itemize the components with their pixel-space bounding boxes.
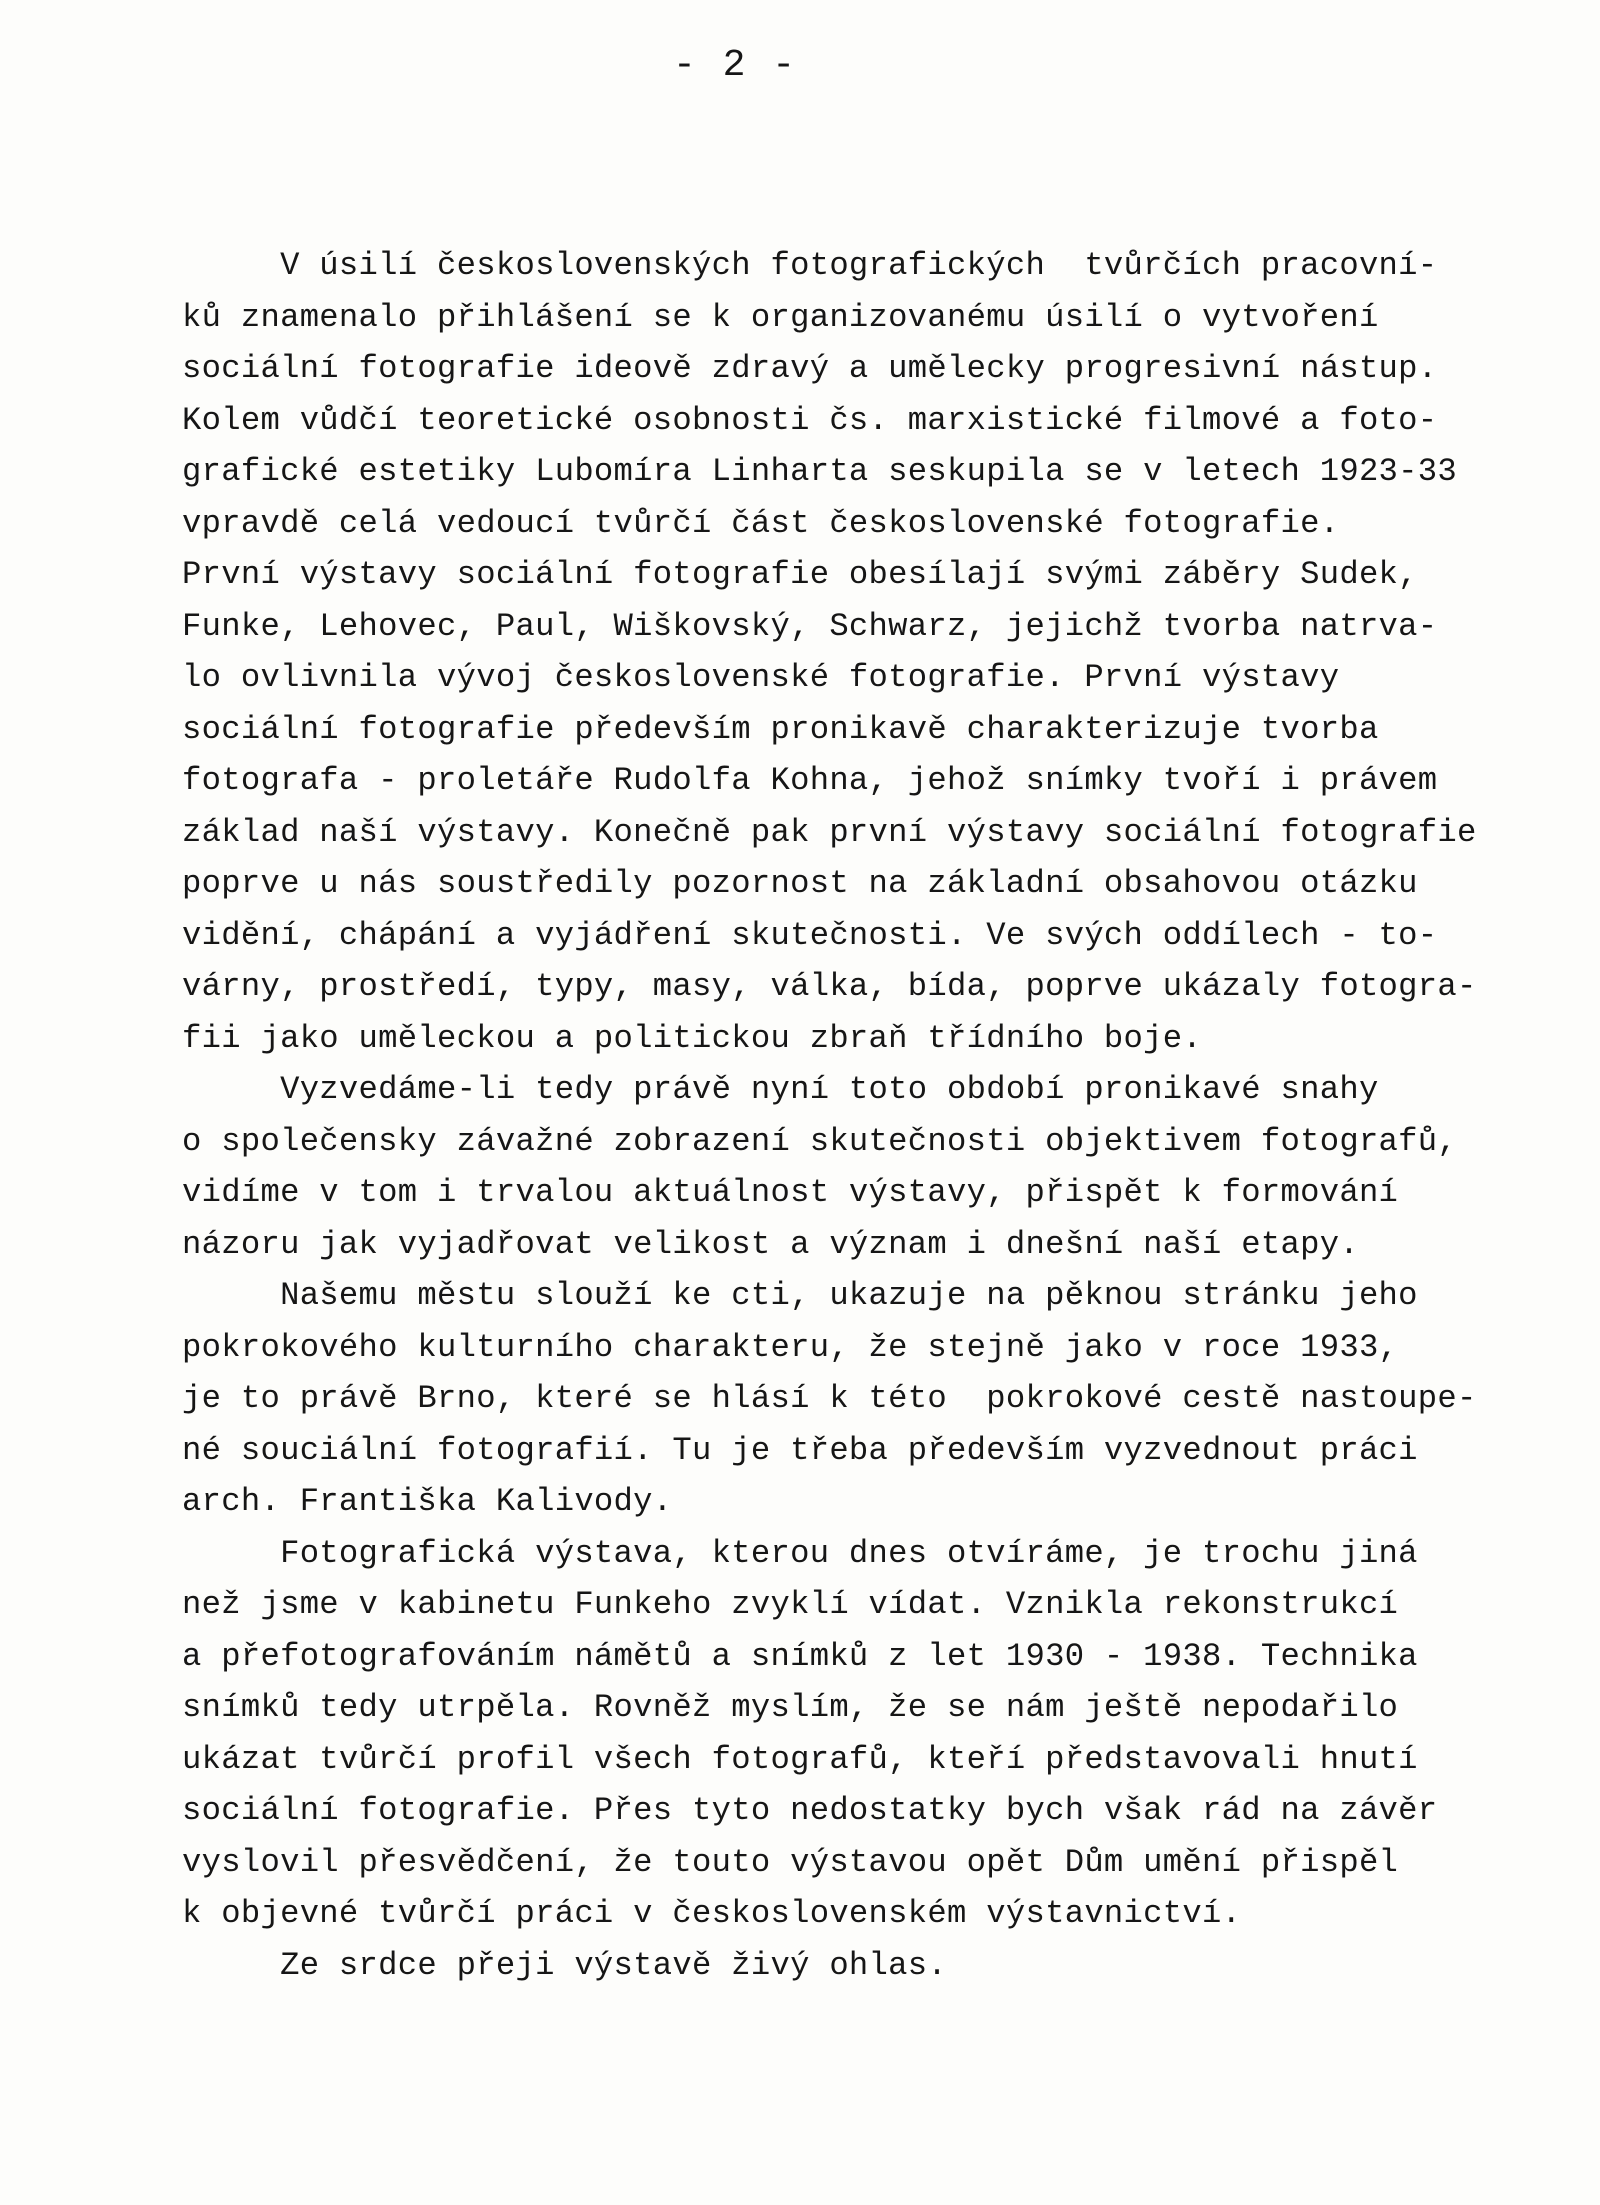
text-line: sociální fotografie. Přes tyto nedostatky bych však rád na závěr <box>182 1792 1438 1829</box>
text-line: názoru jak vyjadřovat velikost a význam i dnešní naší etapy. <box>182 1225 1359 1263</box>
text-line: ků znamenalo přihlášení se k organizovanému úsilí o vytvoření <box>182 298 1379 336</box>
text-line: né souciální fotografií. Tu je třeba především vyzvednout práci <box>182 1431 1418 1469</box>
text-line: pokrokového kulturního charakteru, že stejně jako v roce 1933, <box>182 1328 1399 1366</box>
text-line: Vyzvedáme-li tedy právě nyní toto období pronikavé snahy <box>182 1071 1379 1108</box>
text-line: ukázat tvůrčí profil všech fotografů, kteří představovali hnutí <box>182 1740 1418 1778</box>
text-line: V úsilí československých fotografických tvůrčích pracovní- <box>182 247 1438 284</box>
text-line: než jsme v kabinetu Funkeho zvyklí vídat. Vznikla rekonstrukcí <box>182 1586 1399 1623</box>
text-line: arch. Františka Kalivody. <box>182 1483 673 1520</box>
text-line: fotografa - proletáře Rudolfa Kohna, jehož snímky tvoří i právem <box>182 762 1438 799</box>
text-line: k objevné tvůrčí práci v československém výstavnictví. <box>182 1895 1242 1932</box>
text-line: základ naší výstavy. Konečně pak první výstavy sociální fotografie <box>182 813 1477 851</box>
text-line: vidíme v tom i trvalou aktuálnost výstavy, přispět k formování <box>182 1174 1399 1211</box>
text-line: fii jako uměleckou a politickou zbraň třídního boje. <box>182 1019 1203 1057</box>
text-line: a přefotografováním námětů a snímků z let 1930 - 1938. Technika <box>182 1637 1418 1675</box>
text-line: První výstavy sociální fotografie obesílají svými záběry Sudek, <box>182 556 1418 593</box>
text-line: Ze srdce přeji výstavě živý ohlas. <box>182 1946 948 1984</box>
text-line: Funke, Lehovec, Paul, Wiškovský, Schwarz, jejichž tvorba natrva- <box>182 607 1438 645</box>
text-line: vidění, chápání a vyjádření skutečnosti. Ve svých oddílech - to- <box>182 916 1438 954</box>
text-line: vyslovil přesvědčení, že touto výstavou opět Dům umění přispěl <box>182 1843 1399 1881</box>
text-line: o společensky závažné zobrazení skutečnosti objektivem fotografů, <box>182 1122 1458 1160</box>
text-line: je to právě Brno, které se hlásí k této pokrokové cestě nastoupe- <box>182 1380 1477 1417</box>
text-line: poprve u nás soustředily pozornost na základní obsahovou otázku <box>182 865 1418 902</box>
body-text <box>182 240 1542 1991</box>
text-line: vpravdě celá vedoucí tvůrčí část československé fotografie. <box>182 504 1340 542</box>
text-line: grafické estetiky Lubomíra Linharta seskupila se v letech 1923-33 <box>182 453 1458 490</box>
text-line: Kolem vůdčí teoretické osobnosti čs. marxistické filmové a foto- <box>182 401 1438 439</box>
text-line: sociální fotografie především pronikavě charakterizuje tvorba <box>182 710 1379 748</box>
text-line: sociální fotografie ideově zdravý a umělecky progresivní nástup. <box>182 350 1438 387</box>
text-line: várny, prostředí, typy, masy, válka, bída, poprve ukázaly fotogra- <box>182 968 1477 1005</box>
text-line: snímků tedy utrpěla. Rovněž myslím, že se nám ještě nepodařilo <box>182 1689 1399 1726</box>
text-line: Fotografická výstava, kterou dnes otvíráme, je trochu jiná <box>182 1534 1418 1572</box>
page-number: - 2 - <box>672 44 798 87</box>
text-line: Našemu městu slouží ke cti, ukazuje na pěknou stránku jeho <box>182 1277 1418 1314</box>
text-line: lo ovlivnila vývoj československé fotografie. První výstavy <box>182 659 1340 696</box>
